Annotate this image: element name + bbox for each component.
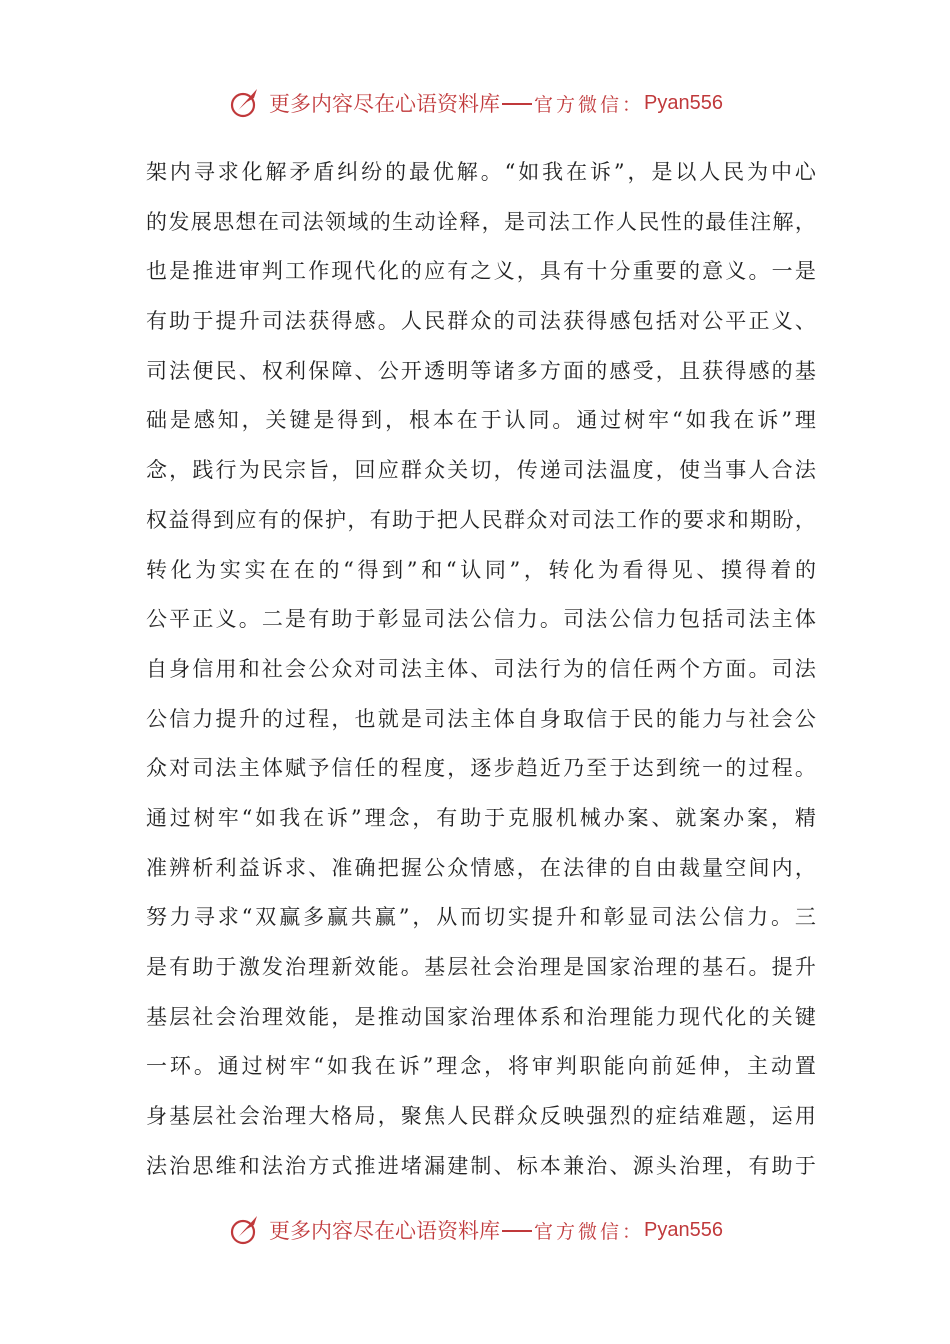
body-line: 努 力 寻 求 “ 双 赢 多 赢 共 赢 ” ， 从 而 切 实 提 升 和 彰 显 司 法 公 信 力 。 三 xyxy=(146,905,816,930)
banner-wechat-label: 官方微信： xyxy=(534,93,645,116)
banner-dash xyxy=(502,1230,532,1232)
body-line: 是 有 助 于 激 发 治 理 新 效 能 。 基 层 社 会 治 理 是 国 家 治 理 的 基 石 。 提 升 xyxy=(146,955,816,979)
body-line: 法 治 思 维 和 法 治 方 式 推 进 堵 漏 建 制 、 标 本 兼 治 、 源 头 治 理 ， 有 助 于 xyxy=(146,1153,816,1178)
body-line: 众 对 司 法 主 体 赋 予 信 任 的 程 度 ， 逐 步 趋 近 乃 至 于 达 到 统 一 的 过 程 。 xyxy=(146,756,816,781)
quill-pen-logo-icon xyxy=(227,1212,263,1248)
body-line: 念 ， 践 行 为 民 宗 旨 ， 回 应 群 众 关 切 ， 传 递 司 法 温 度 ， 使 当 事 人 合 法 xyxy=(146,458,816,483)
header-banner xyxy=(0,83,950,123)
banner-brand-text: 更多内容尽在心语资料库 xyxy=(269,92,500,116)
body-line: 有 助 于 提 升 司 法 获 得 感 。 人 民 群 众 的 司 法 获 得 感 包 括 对 公 平 正 义 、 xyxy=(146,309,816,334)
body-line: 准 辨 析 利 益 诉 求 、 准 确 把 握 公 众 情 感 ， 在 法 律 的 自 由 裁 量 空 间 内 ， xyxy=(146,855,816,880)
body-line: 础 是 感 知 ， 关 键 是 得 到 ， 根 本 在 于 认 同 。 通 过 树 牢 “ 如 我 在 诉 ” 理 xyxy=(146,408,816,433)
body-line: 也 是 推 进 审 判 工 作 现 代 化 的 应 有 之 义 ， 具 有 十 分 重 要 的 意 义 。 一 是 xyxy=(146,259,816,284)
body-line: 的 发 展 思 想 在 司 法 领 域 的 生 动 诠 释 ， 是 司 法 工 作 人 民 性 的 最 佳 注 解 ， xyxy=(146,209,816,234)
body-line: 转 化 为 实 实 在 在 的 “ 得 到 ” 和 “ 认 同 ” ， 转 化 为 看 得 见 、 摸 得 着 的 xyxy=(146,557,816,582)
body-line: 公 信 力 提 升 的 过 程 ， 也 就 是 司 法 主 体 自 身 取 信 于 民 的 能 力 与 社 会 公 xyxy=(146,706,816,731)
body-line: 基 层 社 会 治 理 效 能 ， 是 推 动 国 家 治 理 体 系 和 治 理 能 力 现 代 化 的 关 键 xyxy=(146,1004,816,1029)
quill-pen-logo-icon xyxy=(227,85,263,121)
banner-wechat-id: Pyan556 xyxy=(644,1218,723,1241)
body-line: 通 过 树 牢 “ 如 我 在 诉 ” 理 念 ， 有 助 于 克 服 机 械 办 案 、 就 案 办 案 ， 精 xyxy=(146,805,816,830)
banner-brand-text: 更多内容尽在心语资料库 xyxy=(269,1219,500,1243)
body-line: 架 内 寻 求 化 解 矛 盾 纠 纷 的 最 优 解 。 “ 如 我 在 诉 ” ， 是 以 人 民 为 中 心 xyxy=(146,160,816,184)
body-line: 身 基 层 社 会 治 理 大 格 局 ， 聚 焦 人 民 群 众 反 映 强 烈 的 症 结 难 题 ， 运 用 xyxy=(146,1104,816,1129)
body-line: 公 平 正 义 。 二 是 有 助 于 彰 显 司 法 公 信 力 。 司 法 公 信 力 包 括 司 法 主 体 xyxy=(146,607,816,632)
banner-dash xyxy=(502,103,532,105)
body-line: 权 益 得 到 应 有 的 保 护 ， 有 助 于 把 人 民 群 众 对 司 法 工 作 的 要 求 和 期 盼 ， xyxy=(146,507,816,532)
banner-wechat-id: Pyan556 xyxy=(644,91,723,114)
body-line: 自 身 信 用 和 社 会 公 众 对 司 法 主 体 、 司 法 行 为 的 信 任 两 个 方 面 。 司 法 xyxy=(146,656,816,681)
banner-wechat-label: 官方微信： xyxy=(534,1220,645,1243)
footer-banner xyxy=(0,1210,950,1250)
body-line: 一 环 。 通 过 树 牢 “ 如 我 在 诉 ” 理 念 ， 将 审 判 职 能 向 前 延 伸 ， 主 动 置 xyxy=(146,1054,816,1079)
body-line: 司 法 便 民 、 权 利 保 障 、 公 开 透 明 等 诸 多 方 面 的 感 受 ， 且 获 得 感 的 基 xyxy=(146,358,816,383)
document-body xyxy=(146,148,816,1191)
